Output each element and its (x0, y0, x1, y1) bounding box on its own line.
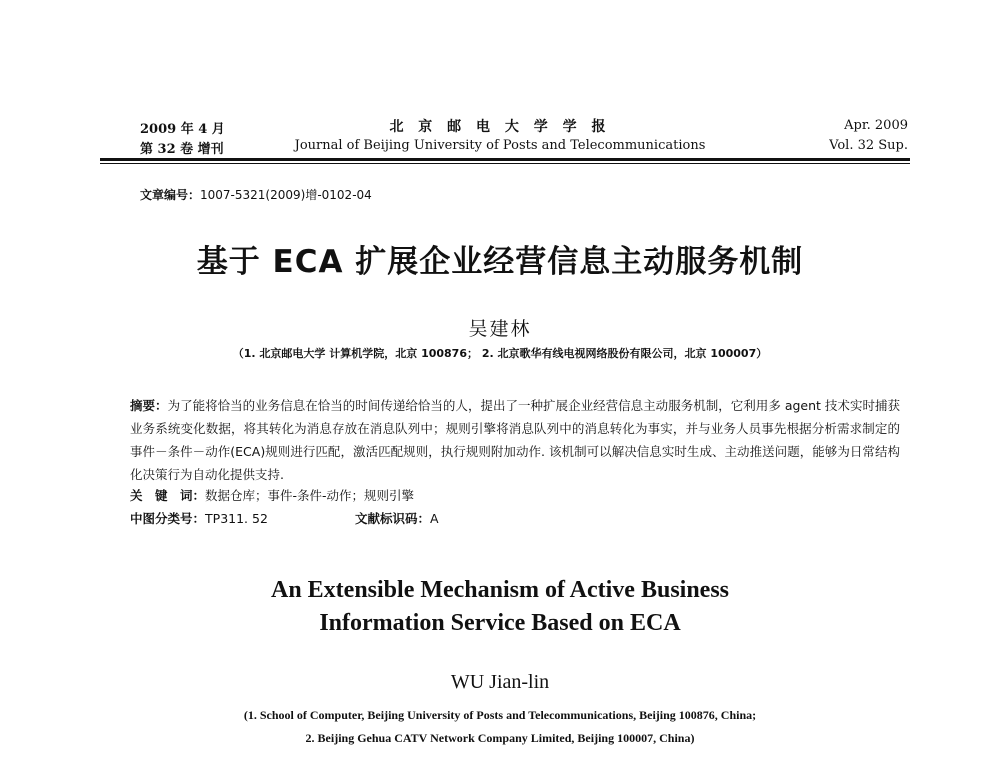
title-cn: 基于 ECA 扩展企业经营信息主动服务机制 (196, 244, 804, 280)
clc-value: TP311. 52 (205, 511, 268, 526)
title-en-line1: An Extensible Mechanism of Active Business (270, 577, 729, 603)
affiliation-en-line1: (1. School of Computer, Beijing University of Posts and Telecommunications, Beijing 100876, China; (243, 708, 757, 722)
header-journal-cn: 北 京 邮 电 大 学 学 报 (389, 119, 611, 135)
header-volume-en: Vol. 32 Sup. (829, 138, 908, 153)
header-rule-thin (100, 163, 910, 164)
clc-label: 中图分类号： (130, 511, 206, 526)
document-code (355, 509, 439, 527)
keywords (130, 486, 414, 504)
header-journal-en: Journal of Beijing University of Posts and Telecommunications (294, 138, 706, 153)
header-volume-cn: 第 32 卷 增刊 (140, 142, 224, 157)
doc-code-label: 文献标识码： (355, 511, 431, 526)
header-rule-thick (100, 158, 910, 161)
author-en: WU Jian-lin (450, 671, 550, 693)
author-cn: 吴建林 (468, 318, 532, 340)
affiliation-en-line2: 2. Beijing Gehua CATV Network Company Limited, Beijing 100007, China) (305, 731, 695, 745)
abstract-label: 摘要： (130, 398, 168, 413)
keywords-label: 关 键 词： (130, 488, 206, 503)
title-en-line2: Information Service Based on ECA (319, 610, 681, 636)
abstract-text: 为了能将恰当的业务信息在恰当的时间传递给恰当的人，提出了一种扩展企业经营信息主动服务机制，它利用多 agent 技术实时捕获业务系统变化数据，将其转化为消息存放在消息队列中；规则引擎将消息队列中的消息转化为事实，并与业务人员事先根据分析需求制定的事件－条件－动作(ECA)规则进行匹配，激活匹配规则，执行规则附加动作. 该机制可以解决信息实时生成、主动推送问题，能够为日常结构化决策行为自动化提供支持. (130, 398, 900, 482)
affiliation-cn: （1. 北京邮电大学 计算机学院，北京 100876； 2. 北京歌华有线电视网络股份有限公司，北京 100007） (232, 347, 768, 360)
article-id-value: 1007-5321(2009)增-0102-04 (200, 188, 372, 202)
article-id (140, 186, 372, 203)
keywords-value: 数据仓库；事件-条件-动作；规则引擎 (205, 488, 415, 503)
header-date-cn: 2009 年 4 月 (140, 122, 225, 137)
abstract (130, 394, 900, 486)
clc-number (130, 509, 268, 527)
article-id-label: 文章编号： (140, 188, 201, 202)
header-date-en: Apr. 2009 (844, 118, 908, 133)
doc-code-value: A (430, 511, 439, 526)
